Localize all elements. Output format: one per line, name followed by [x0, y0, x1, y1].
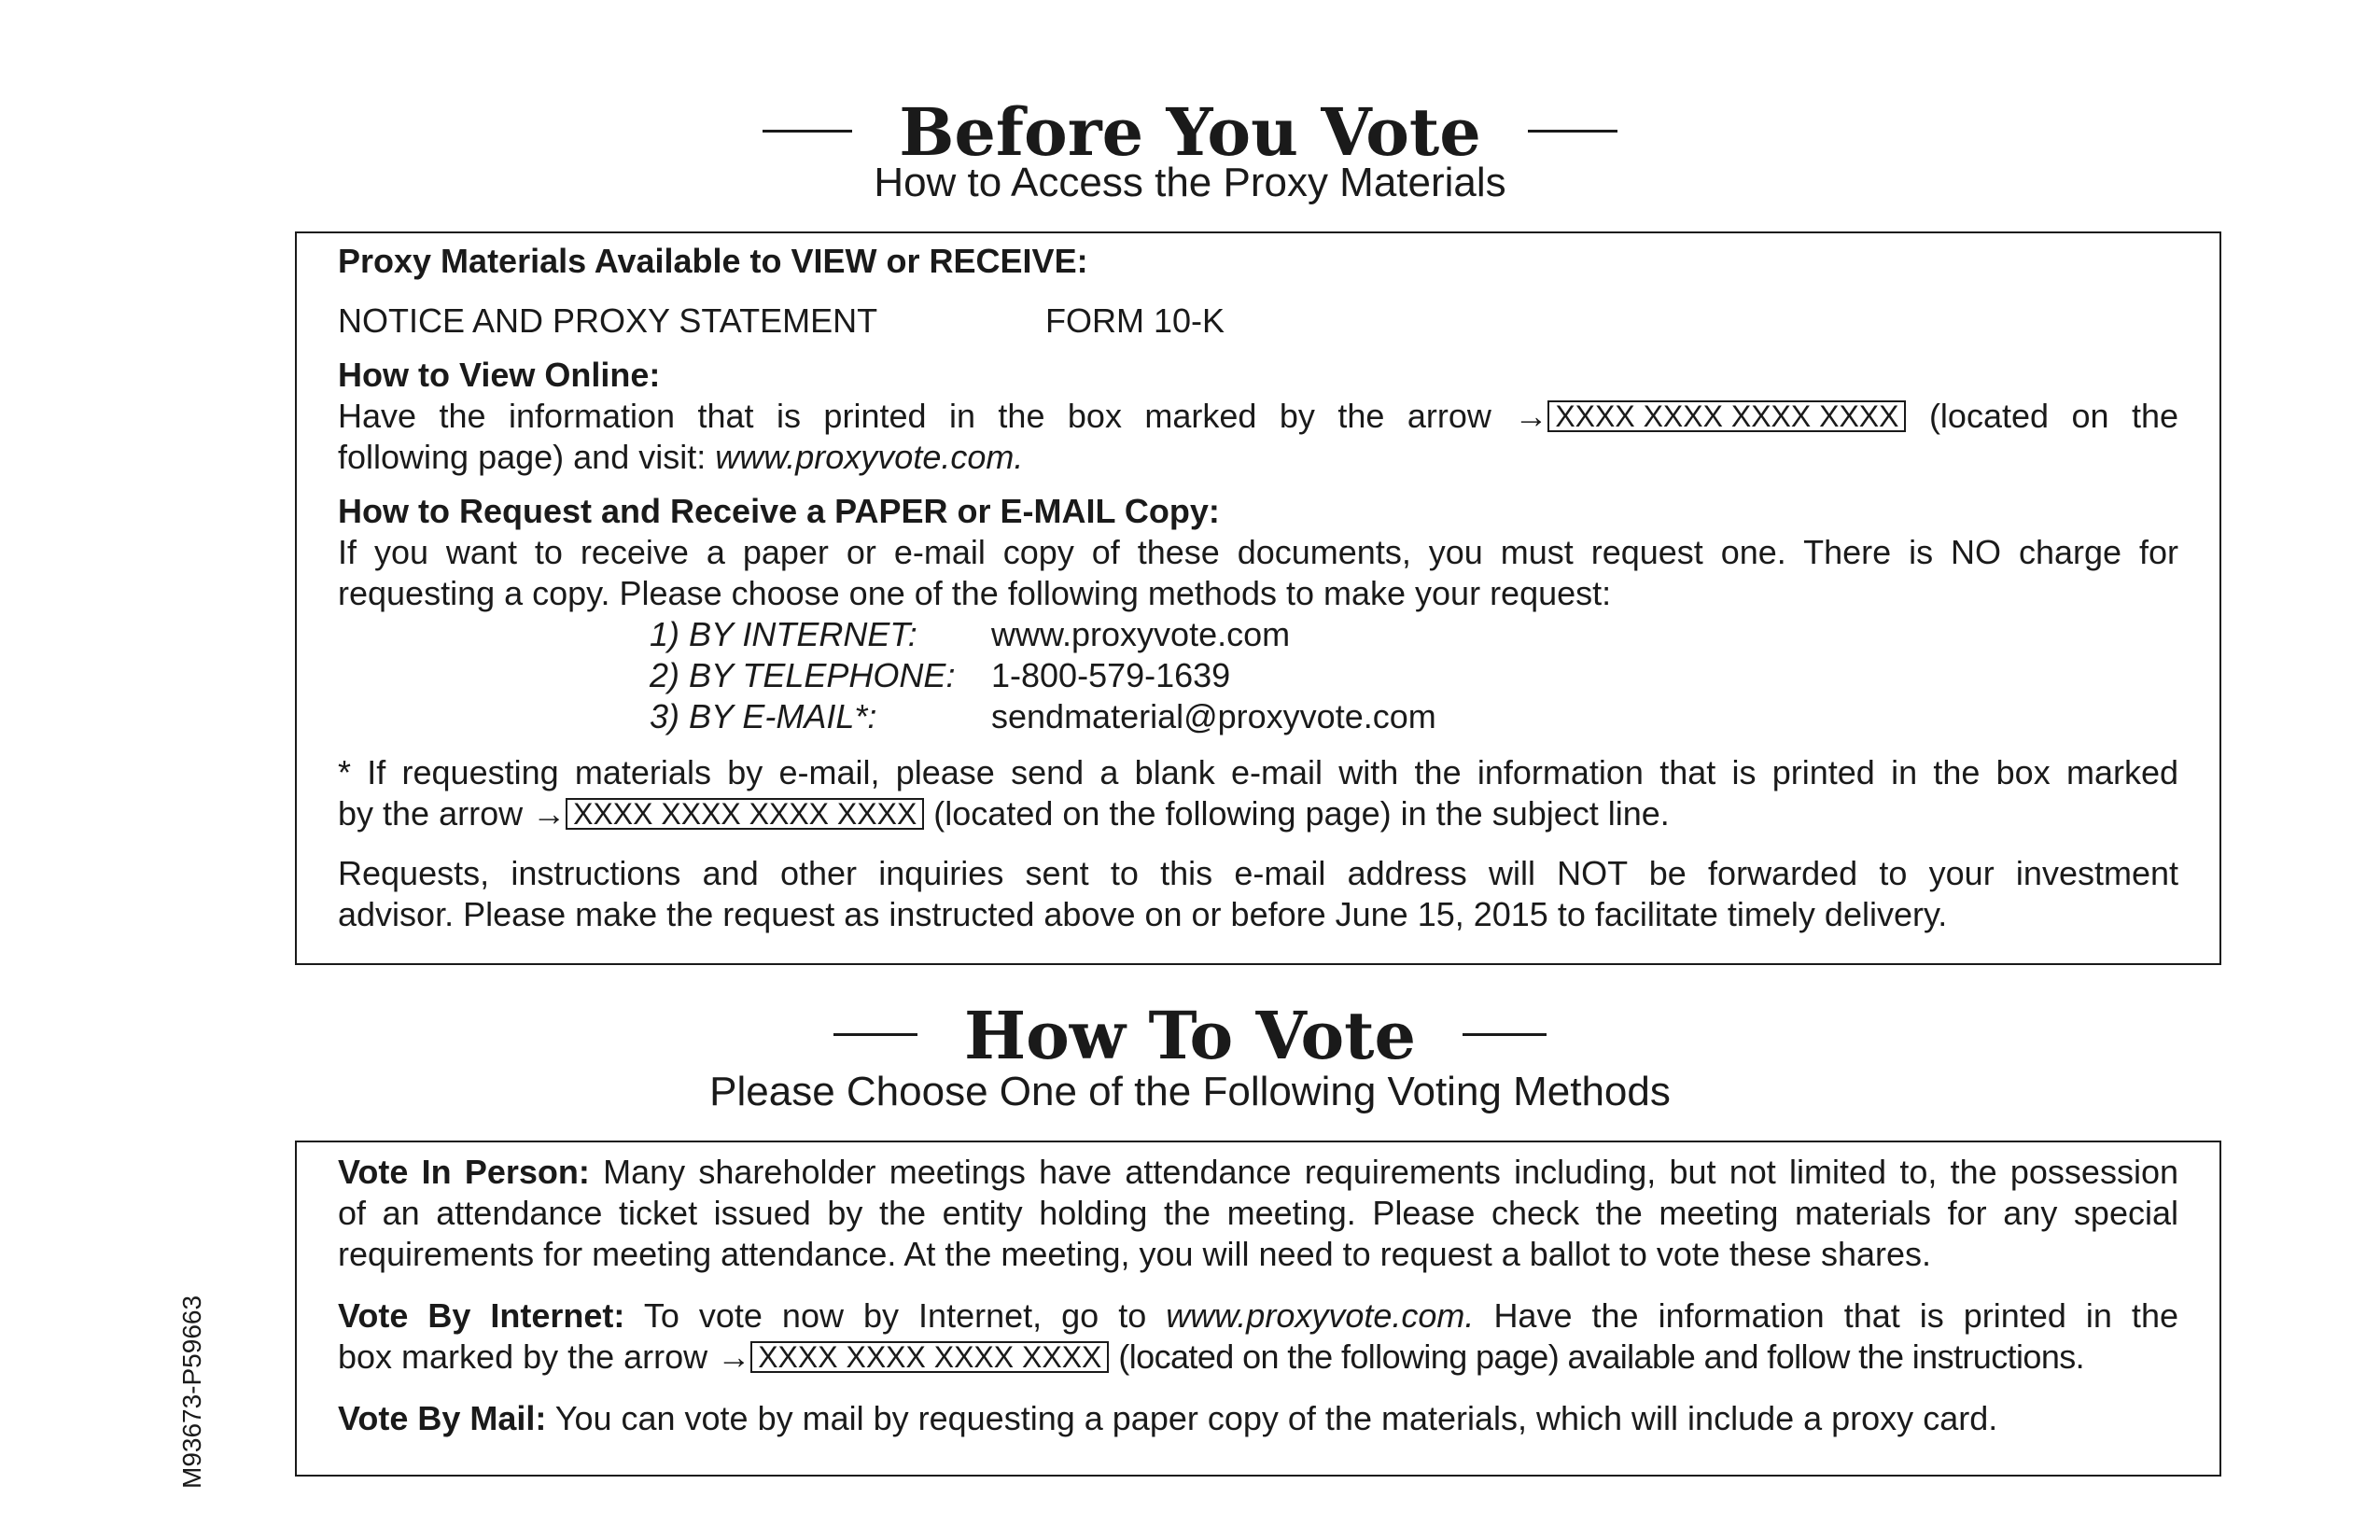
materials-heading: Proxy Materials Available to VIEW or RECEIVE: — [338, 242, 1088, 280]
footnote-line-1: * If requesting materials by e-mail, please send a blank e-mail with the information that is printed in the box marked — [338, 753, 2178, 791]
request-line-1: If you want to receive a paper or e-mail copy of these documents, you must request one. There is NO charge for — [338, 533, 2178, 571]
arrow-icon: → — [1514, 397, 1548, 435]
control-number-box: XXXX XXXX XXXX XXXX — [566, 798, 924, 830]
request-line-2: requesting a copy. Please choose one of the following methods to make your request: — [338, 574, 1612, 612]
method-email-label: 3) BY E-MAIL*: — [650, 697, 877, 735]
howto-title — [0, 997, 2380, 1075]
view-online-line-1: Have the information that is printed in the box marked by the arrow → XXXX XXXX XXXX XXXX (located on the — [338, 397, 2178, 435]
control-number-box: XXXX XXXX XXXX XXXX — [750, 1341, 1109, 1373]
material-proxy-statement: NOTICE AND PROXY STATEMENT — [338, 301, 878, 340]
vote-in-person-line-2: of an attendance ticket issued by the entity holding the meeting. Please check the meeting materials for any special — [338, 1194, 2178, 1232]
request-heading: How to Request and Receive a PAPER or E-MAIL Copy: — [338, 492, 1220, 530]
voting-methods-box — [295, 1141, 2221, 1477]
howto-subtitle: Please Choose One of the Following Voting Methods — [709, 1069, 1671, 1114]
materials-list — [338, 301, 2178, 342]
vote-mail-label: Vote By Mail: — [338, 1399, 547, 1437]
method-internet-label: 1) BY INTERNET: — [650, 615, 917, 653]
view-online-heading: How to View Online: — [338, 356, 661, 394]
document-code: M93673-P59663 — [177, 1295, 206, 1489]
title-rule-left — [833, 1033, 917, 1036]
vote-in-person-line-1: Vote In Person: Many shareholder meetings have attendance requirements including, but not limited to, the possession — [338, 1153, 2178, 1191]
title-rule-left — [763, 130, 852, 133]
method-email-value: sendmaterial@proxyvote.com — [991, 697, 1436, 735]
notice-line-1: Requests, instructions and other inquiries sent to this e-mail address will NOT be forwarded to your investment — [338, 854, 2178, 892]
title-rule-right — [1463, 1033, 1547, 1036]
vote-in-person-line-3: requirements for meeting attendance. At the meeting, you will need to request a ballot to vote these shares. — [338, 1235, 1932, 1273]
vote-mail-line: Vote By Mail: You can vote by mail by requesting a paper copy of the materials, which will include a proxy card. — [338, 1399, 1998, 1437]
footnote-line-2: by the arrow → XXXX XXXX XXXX XXXX (located on the following page) in the subject line. — [338, 794, 1670, 833]
view-online-line-2: following page) and visit: www.proxyvote.com. — [338, 438, 1024, 476]
proxy-materials-box — [295, 231, 2221, 965]
material-form-10k: FORM 10-K — [1045, 301, 1225, 340]
arrow-icon: → — [717, 1337, 751, 1376]
method-telephone-label: 2) BY TELEPHONE: — [650, 656, 956, 694]
title-rule-right — [1528, 130, 1617, 133]
notice-line-2: advisor. Please make the request as instructed above on or before June 15, 2015 to facilitate timely delivery. — [338, 895, 1948, 933]
howto-title-text: How To Vote — [963, 997, 1417, 1074]
arrow-icon: → — [532, 794, 567, 833]
vote-internet-label: Vote By Internet: — [338, 1296, 625, 1335]
vote-internet-line-1: Vote By Internet: To vote now by Internet, go to www.proxyvote.com. Have the information that is printed in the — [338, 1296, 2178, 1335]
view-online-site: www.proxyvote.com. — [715, 438, 1024, 476]
method-internet-value: www.proxyvote.com — [991, 615, 1291, 653]
vote-internet-line-2: box marked by the arrow → XXXX XXXX XXXX XXXX (located on the following page) available and follow the instructions. — [338, 1337, 2085, 1376]
method-telephone-value: 1-800-579-1639 — [991, 656, 1231, 694]
control-number-box: XXXX XXXX XXXX XXXX — [1547, 400, 1906, 432]
before-title-text: Before You Vote — [899, 93, 1481, 171]
vote-in-person-label: Vote In Person: — [338, 1153, 590, 1191]
before-subtitle: How to Access the Proxy Materials — [874, 160, 1506, 205]
vote-internet-site: www.proxyvote.com. — [1166, 1296, 1475, 1335]
